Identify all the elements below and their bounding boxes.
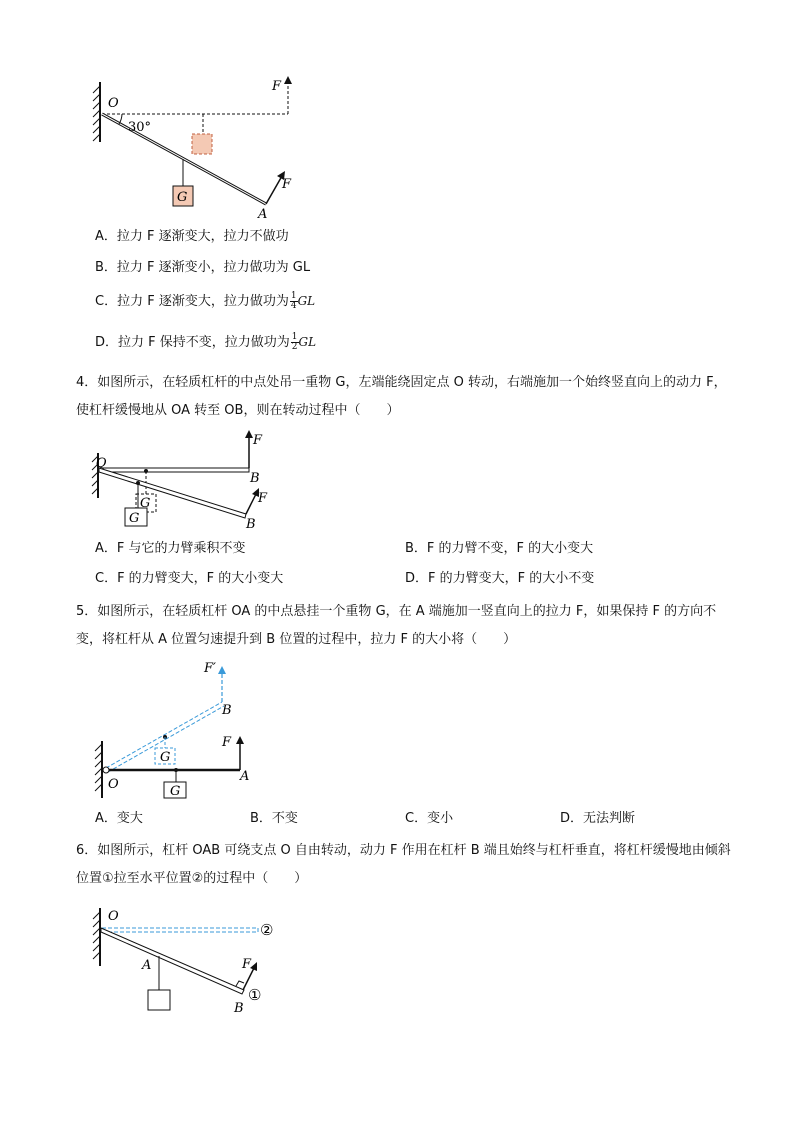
fraction-one-quarter: $\frac{1}{4}$ bbox=[290, 291, 297, 311]
q3-option-d: D．拉力 F 保持不变，拉力做功为 $\frac{1}{2}$ GL bbox=[95, 332, 317, 352]
q3-label-a: A bbox=[258, 207, 268, 222]
q4-label-g-dashed: G bbox=[140, 496, 151, 511]
q6-label-pos1: ① bbox=[248, 986, 262, 1004]
q6-label-o: O bbox=[108, 909, 119, 924]
q5-option-c: C．变小 bbox=[405, 811, 454, 826]
q5-label-f: F bbox=[222, 735, 232, 750]
q5-label-g: G bbox=[170, 784, 181, 799]
q4-stem: 4．如图所示，在轻质杠杆的中点处吊一重物 G，左端能绕固定点 O 转动，右端施加一个始终竖直向上的动力 F，使杠杆缓慢地从 OA 转至 OB，则在转动过程中（ ） bbox=[76, 375, 727, 418]
q4-option-a: A．F 与它的力臂乘积不变 bbox=[95, 541, 246, 556]
q4-label-b: B bbox=[246, 517, 256, 532]
q5-label-o: O bbox=[108, 777, 119, 792]
q4-figure bbox=[88, 428, 288, 532]
q4-label-g: G bbox=[129, 511, 140, 526]
q6-label-a: A bbox=[142, 958, 152, 973]
q4-label-o: O bbox=[96, 456, 107, 471]
fraction-one-half: $\frac{1}{2}$ bbox=[291, 332, 298, 352]
q3-option-c: C．拉力 F 逐渐变大，拉力做功为 $\frac{1}{4}$ GL bbox=[95, 291, 316, 311]
q6-stem: 6．如图所示，杠杆 OAB 可绕支点 O 自由转动，动力 F 作用在杠杆 B 端且始终与杠杆垂直，将杠杆缓慢地由倾斜位置①拉至水平位置②的过程中（ ） bbox=[76, 843, 731, 886]
q5-option-d: D．无法判断 bbox=[560, 811, 636, 826]
q5-label-b: B bbox=[222, 703, 232, 718]
q4-option-b: B．F 的力臂不变，F 的大小变大 bbox=[405, 541, 594, 556]
q5-label-g-dashed: G bbox=[160, 750, 171, 765]
q6-label-f: F bbox=[242, 957, 252, 972]
q3-label-f: F bbox=[282, 177, 292, 192]
q5-figure bbox=[88, 656, 268, 802]
q3-option-a: A．拉力 F 逐渐变大，拉力不做功 bbox=[95, 229, 289, 244]
q6-label-b: B bbox=[234, 1001, 244, 1016]
q4-option-d: D．F 的力臂变大，F 的大小不变 bbox=[405, 571, 595, 586]
q3-angle-label: 30° bbox=[128, 120, 152, 135]
q5-stem: 5．如图所示，在轻质杠杆 OA 的中点悬挂一个重物 G，在 A 端施加一竖直向上的拉力 F，如果保持 F 的方向不变，将杠杆从 A 位置匀速提升到 B 位置的过程中，拉力 F 的大小将（ ） bbox=[76, 604, 717, 647]
q3-label-g: G bbox=[177, 190, 188, 205]
q4-label-f-top: F bbox=[253, 433, 263, 448]
q5-option-b: B．不变 bbox=[250, 811, 298, 826]
q5-option-a: A．变大 bbox=[95, 811, 143, 826]
q4-label-b-top: B bbox=[250, 471, 260, 486]
q3-label-o: O bbox=[108, 96, 119, 111]
q6-figure bbox=[88, 904, 288, 1020]
q5-label-a: A bbox=[240, 769, 250, 784]
q4-option-c: C．F 的力臂变大，F 的大小变大 bbox=[95, 571, 284, 586]
q3-figure bbox=[88, 72, 308, 222]
q5-label-fp: F′ bbox=[204, 661, 216, 676]
q4-label-f: F bbox=[258, 491, 268, 506]
q3-option-b: B．拉力 F 逐渐变小，拉力做功为 GL bbox=[95, 260, 311, 275]
q3-label-f-top: F bbox=[272, 79, 282, 94]
q6-label-pos2: ② bbox=[260, 921, 274, 939]
